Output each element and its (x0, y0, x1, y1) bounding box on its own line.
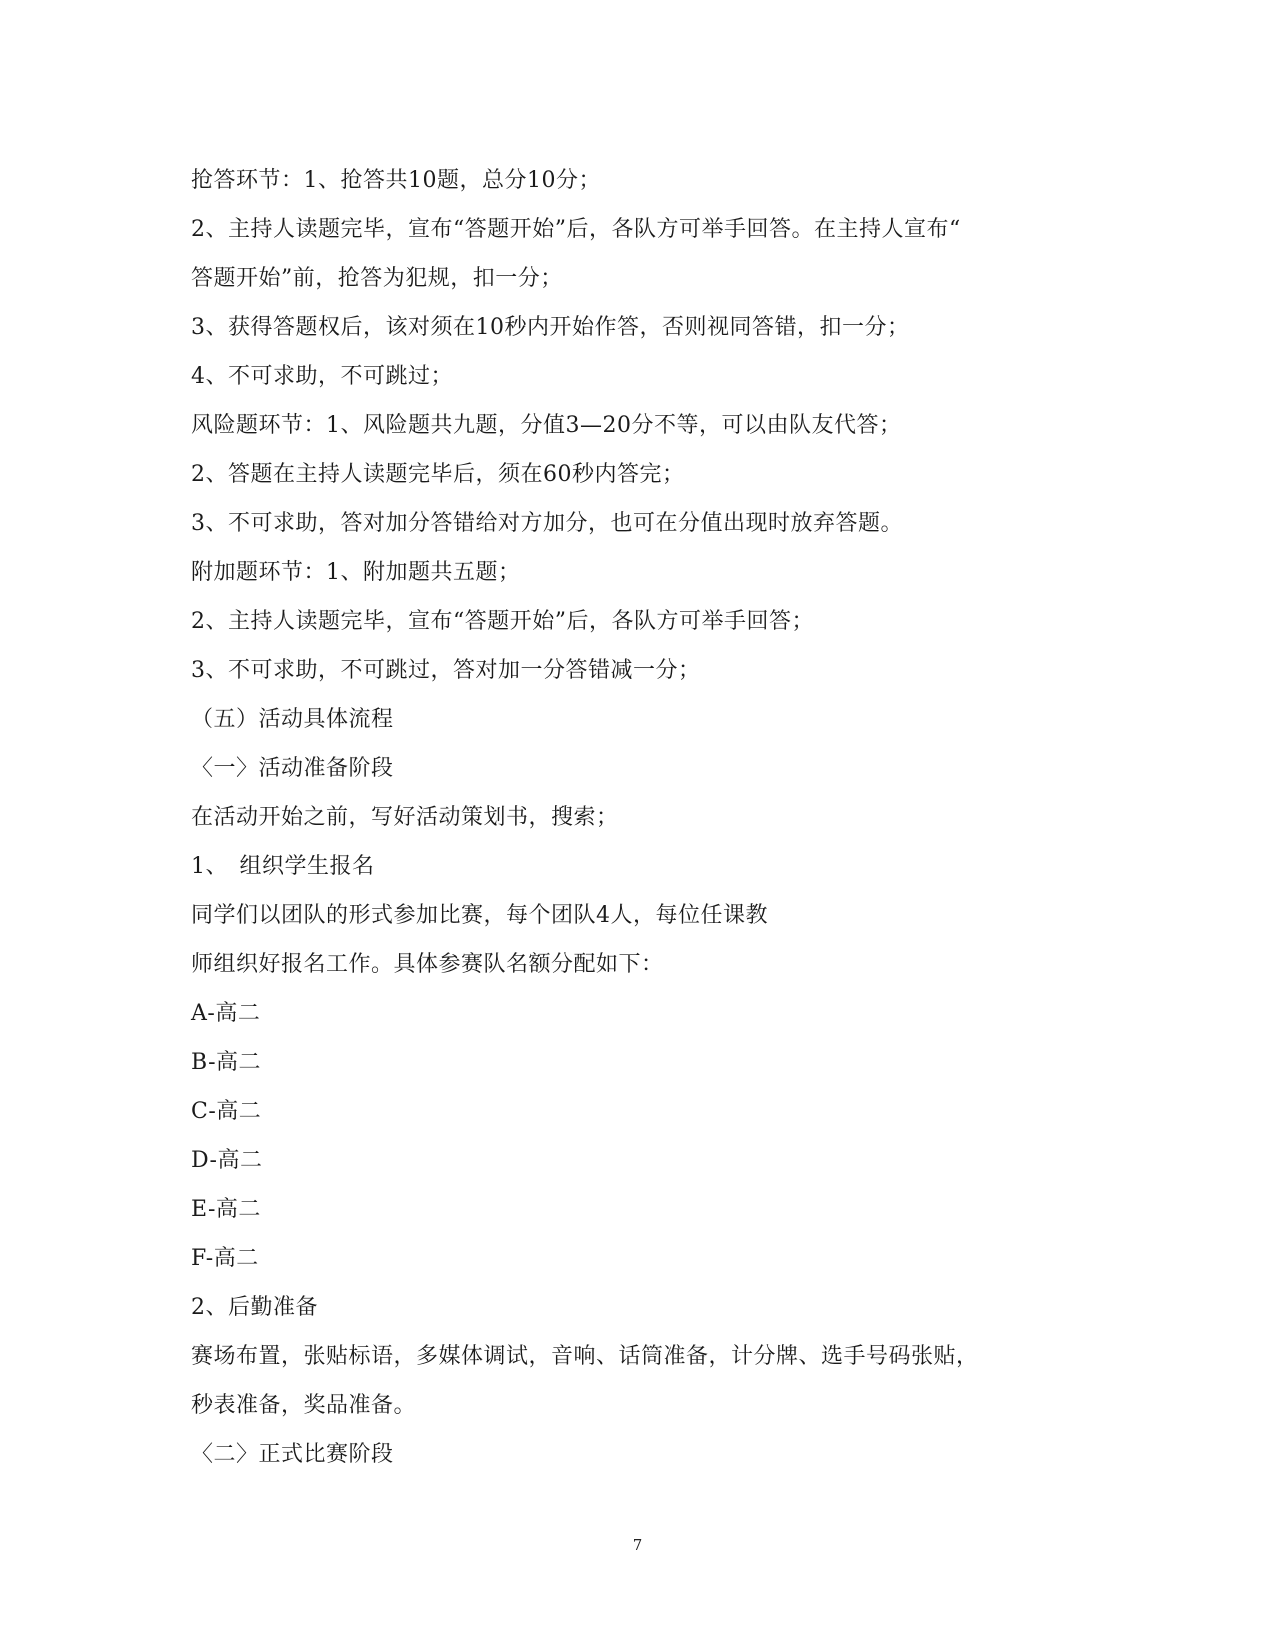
rule-line: 风险题环节：1、风险题共九题，分值3—20分不等，可以由队友代答； (191, 413, 902, 438)
team-list-item: F-高二 (191, 1246, 259, 1271)
rule-line: 3、不可求助，答对加分答错给对方加分，也可在分值出现时放弃答题。 (191, 511, 903, 536)
rule-line: 抢答环节：1、抢答共10题，总分10分； (191, 168, 601, 193)
rule-line: 3、不可求助，不可跳过，答对加一分答错减一分； (191, 658, 701, 683)
paragraph-line: 赛场布置，张贴标语，多媒体调试，音响、话筒准备，计分牌、选手号码张贴， (191, 1344, 979, 1369)
rule-line: 附加题环节：1、附加题共五题； (191, 560, 521, 585)
rule-line: 2、主持人读题完毕，宣布“答题开始”后，各队方可举手回答； (191, 609, 814, 634)
rule-line: 3、获得答题权后，该对须在10秒内开始作答，否则视同答错，扣一分； (191, 315, 910, 340)
paragraph-line: 在活动开始之前，写好活动策划书，搜索； (191, 805, 619, 830)
paragraph-line: 秒表准备，奖品准备。 (191, 1393, 417, 1418)
team-list-item: E-高二 (191, 1197, 261, 1222)
section-heading: （五）活动具体流程 (191, 707, 394, 732)
paragraph-line: 同学们以团队的形式参加比赛，每个团队4人，每位任课教 (191, 903, 768, 928)
subsection-heading: 〈二〉正式比赛阶段 (191, 1442, 394, 1467)
rule-line: 2、主持人读题完毕，宣布“答题开始”后，各队方可举手回答。在主持人宣布“ (191, 217, 961, 242)
document-body (191, 156, 1091, 1479)
team-list-item: C-高二 (191, 1099, 262, 1124)
subsection-heading: 〈一〉活动准备阶段 (191, 756, 394, 781)
team-list-item: B-高二 (191, 1050, 262, 1075)
item-heading: 1、 组织学生报名 (191, 854, 375, 879)
item-heading: 2、后勤准备 (191, 1295, 318, 1320)
rule-line: 4、不可求助，不可跳过； (191, 364, 453, 389)
paragraph-line: 师组织好报名工作。具体参赛队名额分配如下： (191, 952, 664, 977)
page-number: 7 (632, 1536, 643, 1554)
team-list-item: D-高二 (191, 1148, 263, 1173)
team-list-item: A-高二 (191, 1001, 261, 1026)
rule-line: 答题开始”前，抢答为犯规，扣一分； (191, 266, 563, 291)
rule-line: 2、答题在主持人读题完毕后，须在60秒内答完； (191, 462, 685, 487)
